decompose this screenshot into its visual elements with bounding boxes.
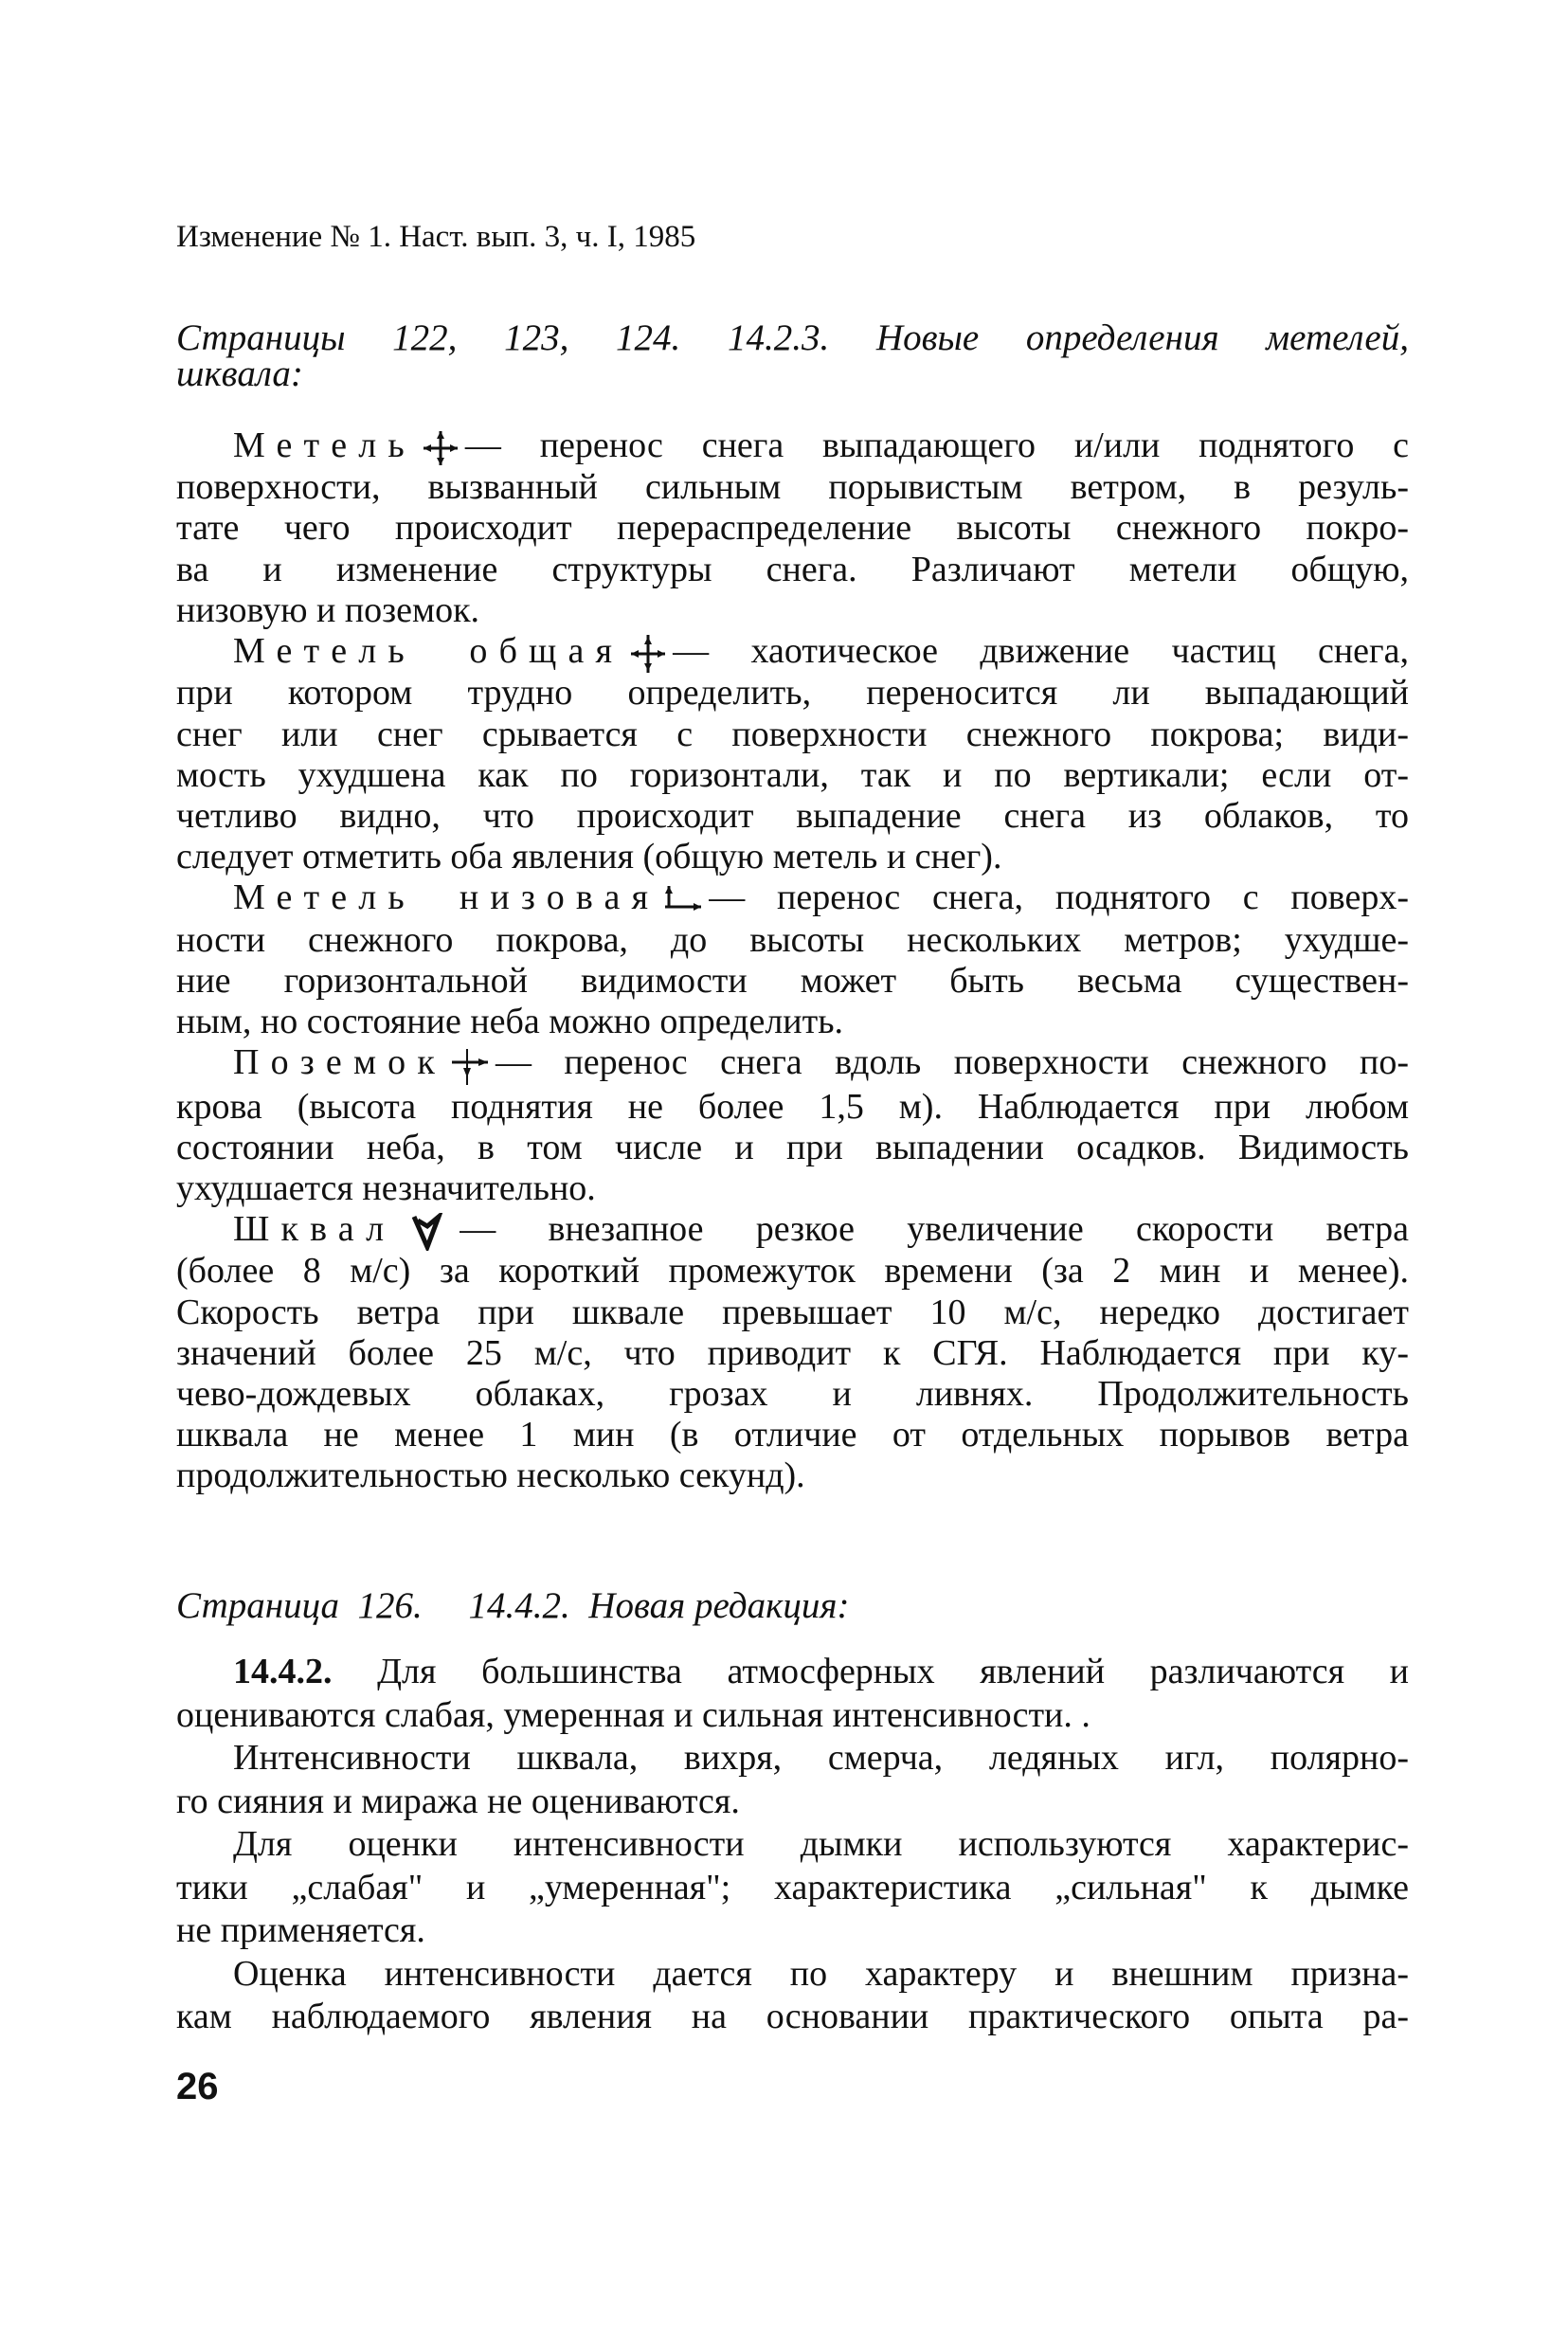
text-line: ухудшается незначительно. xyxy=(176,1167,596,1208)
document-header: Изменение № 1. Наст. вып. 3, ч. I, 1985 xyxy=(176,220,696,254)
text-line: (более 8 м/с) за короткий промежуток времени (за 2 мин и менее). xyxy=(176,1251,1409,1292)
text-line: крова (высота поднятия не более 1,5 м). Наблюдается при любом xyxy=(176,1086,1409,1127)
term: Метель xyxy=(233,425,416,465)
term: Поземок xyxy=(233,1042,446,1083)
paragraph-metel xyxy=(176,425,1409,631)
shkval-icon xyxy=(408,1213,446,1251)
line-text: — перенос снега выпадающего и/или поднятого с xyxy=(464,425,1409,465)
text-line xyxy=(176,1209,1409,1251)
metel-obshchaya-icon xyxy=(627,635,669,673)
intensity-block xyxy=(176,1651,1409,2039)
paragraph-haze xyxy=(176,1823,1409,1953)
metel-icon xyxy=(420,429,461,467)
term: Шквал xyxy=(233,1209,396,1250)
text-line: Интенсивности шквала, вихря, смерча, ледяных игл, полярно- xyxy=(233,1738,1409,1778)
text-line: тате чего происходит перераспределение высоты снежного покро- xyxy=(176,508,1409,549)
text-line: ным, но состояние неба можно определить. xyxy=(176,1002,844,1042)
text-line: снег или снег срывается с поверхности снежного покрова; види- xyxy=(176,714,1409,754)
text-line: кам наблюдаемого явления на основании практического опыта ра- xyxy=(176,1997,1409,2036)
title-line: Страницы 122, 123, 124. 14.2.3. Новые определения метелей, xyxy=(176,317,1409,358)
line-text: — хаотическое движение частиц снега, xyxy=(673,631,1410,672)
text-line: Оценка интенсивности дается по характеру и внешним призна- xyxy=(233,1953,1409,1994)
pozemok-icon xyxy=(450,1045,492,1087)
paragraph-14-4-2 xyxy=(176,1651,1409,1737)
term: Метель низовая xyxy=(233,877,660,918)
text-line: чево-дождевых облаках, грозах и ливнях. Продолжительность xyxy=(176,1374,1409,1415)
text-line: тики „слабая" и „умеренная"; характеристика „сильная" к дымке xyxy=(176,1867,1409,1907)
text-line: не применяется. xyxy=(176,1910,425,1950)
text-line: ва и изменение структуры снега. Различают метели общую, xyxy=(176,549,1409,589)
text-line xyxy=(176,1651,1409,1694)
text-line: мость ухудшена как по горизонтали, так и по вертикали; если от- xyxy=(176,754,1409,795)
line-text: Для большинства атмосферных явлений различаются и xyxy=(377,1652,1410,1691)
text-line: низовую и поземок. xyxy=(176,589,480,630)
text-line: го сияния и миража не оцениваются. xyxy=(176,1781,740,1821)
paragraph-assessment xyxy=(176,1953,1409,2039)
text-line: поверхности, вызванный сильным порывистым ветром, в резуль- xyxy=(176,467,1409,508)
paragraph-not-assessed xyxy=(176,1737,1409,1823)
text-line: следует отметить оба явления (общую метель и снег). xyxy=(176,837,1002,877)
text-line: четливо видно, что происходит выпадение снега из облаков, то xyxy=(176,795,1409,836)
text-line xyxy=(176,1042,1409,1086)
text-line: ние горизонтальной видимости может быть весьма существен- xyxy=(176,960,1409,1001)
section-title-14-4-2: Страница 126. 14.4.2. Новая редакция: xyxy=(176,1585,850,1626)
text-line: значений более 25 м/с, что приводит к СГЯ. Наблюдается при ку- xyxy=(176,1332,1409,1373)
text-line: состоянии неба, в том числе и при выпадении осадков. Видимость xyxy=(176,1127,1409,1167)
text-line: оцениваются слабая, умеренная и сильная интенсивности. . xyxy=(176,1694,1090,1735)
metel-nizovaya-icon xyxy=(663,882,705,920)
text-line xyxy=(176,877,1409,919)
paragraph-metel-nizovaya xyxy=(176,877,1409,1042)
text-line: Для оценки интенсивности дымки используются характерис- xyxy=(233,1824,1409,1864)
line-text: — перенос снега вдоль поверхности снежного по- xyxy=(495,1042,1409,1083)
section-title-14-2-3 xyxy=(176,317,1409,394)
page-number: 26 xyxy=(176,2066,219,2107)
line-text: — внезапное резкое увеличение скорости ветра xyxy=(460,1209,1409,1250)
clause-number: 14.4.2. xyxy=(233,1652,333,1691)
text-line: шквала не менее 1 мин (в отличие от отдельных порывов ветра xyxy=(176,1415,1409,1455)
paragraph-metel-obshchaya xyxy=(176,631,1409,877)
text-line xyxy=(176,425,1409,467)
line-text: — перенос снега, поднятого с поверх- xyxy=(709,877,1409,918)
title-line: шквала: xyxy=(176,353,303,394)
text-line: ности снежного покрова, до высоты нескольких метров; ухудше- xyxy=(176,919,1409,960)
text-line: при котором трудно определить, переносится ли выпадающий xyxy=(176,673,1409,714)
text-line: продолжительностью несколько секунд). xyxy=(176,1455,805,1496)
definitions-block xyxy=(176,425,1409,1497)
paragraph-pozemok xyxy=(176,1042,1409,1209)
text-line: Скорость ветра при шквале превышает 10 м/с, нередко достигает xyxy=(176,1292,1409,1332)
text-line xyxy=(176,631,1409,673)
paragraph-shkval xyxy=(176,1209,1409,1497)
term: Метель общая xyxy=(233,631,624,672)
